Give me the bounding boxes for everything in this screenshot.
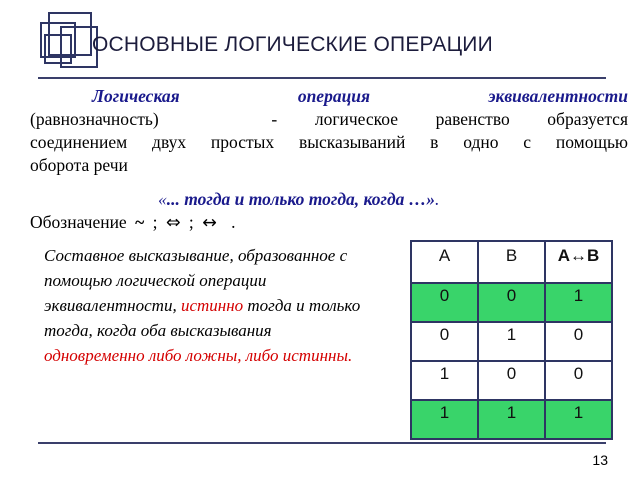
notation-label: Обозначение	[30, 212, 127, 232]
statement-text	[44, 243, 394, 368]
header-a: A	[411, 241, 478, 283]
table-row	[411, 322, 612, 361]
tilde-symbol: ~	[135, 212, 145, 232]
table-cell: 1	[478, 322, 545, 361]
phrase-open-quote: «	[158, 189, 167, 209]
table-cell: 0	[411, 322, 478, 361]
slide-title: ОСНОВНЫЕ ЛОГИЧЕСКИЕ ОПЕРАЦИИ	[92, 33, 493, 56]
header-b: B	[478, 241, 545, 283]
double-arrow-symbol: ⇔	[165, 213, 181, 233]
statement-true-word: истинно	[180, 296, 244, 315]
table-row	[411, 400, 612, 439]
page-number: 13	[592, 452, 608, 468]
table-cell: 1	[411, 400, 478, 439]
single-arrow-symbol: ↔	[202, 213, 217, 233]
table-row	[411, 361, 612, 400]
phrase-text: ... тогда и только тогда, когда …»	[166, 189, 436, 209]
table-cell: 0	[411, 283, 478, 322]
table-cell: 0	[478, 361, 545, 400]
table-cell: 1	[478, 400, 545, 439]
definition-line-2: (равнозначность) - логическое равенство образуется	[30, 109, 628, 129]
term-word-3: эквивалентности	[488, 86, 629, 106]
notation-end: .	[231, 212, 236, 232]
term-word-2: операция	[297, 86, 371, 106]
truth-table	[410, 240, 613, 440]
key-phrase	[158, 189, 439, 210]
table-cell: 1	[545, 283, 612, 322]
term-word-1: Логическая	[92, 86, 180, 106]
table-cell: 0	[545, 361, 612, 400]
title-divider	[38, 77, 606, 79]
truth-table-header	[411, 241, 612, 283]
notation-line	[30, 212, 240, 233]
table-cell: 0	[545, 322, 612, 361]
table-cell: 0	[478, 283, 545, 322]
table-cell: 1	[411, 361, 478, 400]
definition-line-3: соединением двух простых высказываний в одно с помощью	[30, 132, 628, 152]
definition-line-1	[30, 85, 628, 108]
header-equivalence: A↔B	[545, 241, 612, 283]
separator-2: ;	[188, 212, 194, 232]
separator-1: ;	[152, 212, 158, 232]
footer-divider	[38, 442, 606, 444]
statement-part-2: тогда и только тогда, когда оба высказывания	[44, 296, 361, 340]
table-cell: 1	[545, 400, 612, 439]
statement-part-1: Составное высказывание, образованное с помощью логической операции эквивалентности,	[44, 246, 348, 315]
statement-condition: одновременно либо ложны, либо истинны.	[44, 346, 353, 365]
definition-paragraph	[30, 85, 628, 177]
phrase-period: .	[435, 189, 440, 209]
definition-line-4: оборота речи	[30, 155, 128, 175]
table-row	[411, 283, 612, 322]
